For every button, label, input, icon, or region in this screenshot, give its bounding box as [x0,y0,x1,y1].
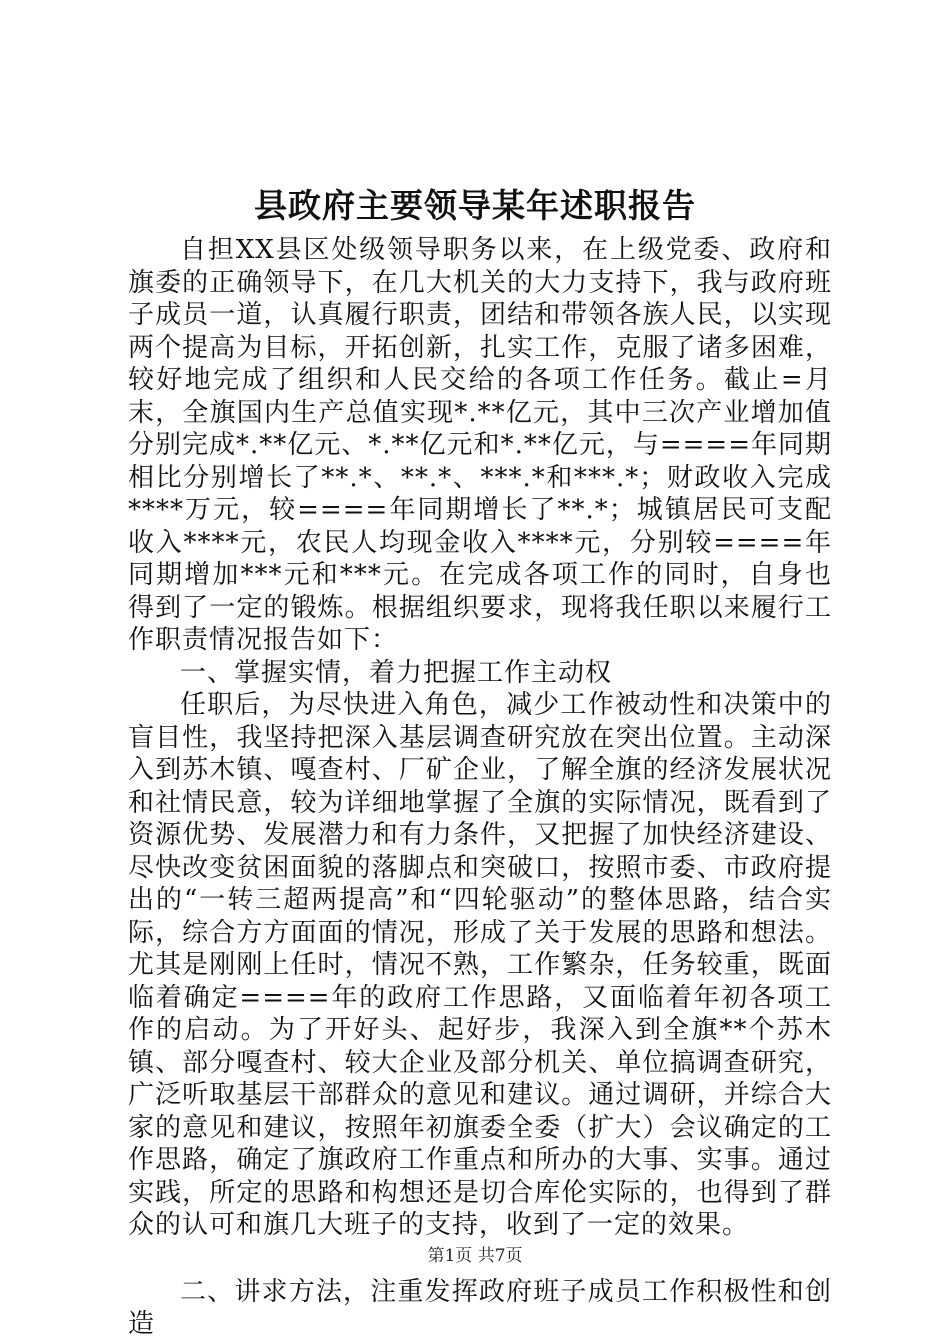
section-heading-2: 二、讲求方法，注重发挥政府班子成员工作积极性和创造 [128,1276,832,1339]
page-number-footer: 第1页 共7页 [427,1246,523,1266]
intro-paragraph: 自担XX县区处级领导职务以来，在上级党委、政府和旗委的正确领导下，在几大机关的大力支持下，我与政府班子成员一道，认真履行职责，团结和带领各族人民，以实现两个提高为目标，开拓创新，扎实工作，克服了诸多困难，较好地完成了组织和人民交给的各项工作任务。截止=月末，全旗国内生产总值实现*.**亿元，其中三次产业增加值分别完成*.**亿元、*.**亿元和*.**亿元，与====年同期相比分别增长了**.*、**.*、***.*和***.*；财政收入完成****万元，较====年同期增长了**.*；城镇居民可支配收入****元，农民人均现金收入****元，分别较====年同期增加***元和***元。在完成各项工作的同时，自身也得到了一定的锻炼。根据组织要求，现将我任职以来履行工作职责情况报告如下： [128,235,832,655]
document-body [128,234,832,1341]
section-1-paragraph: 任职后，为尽快进入角色，减少工作被动性和决策中的盲目性，我坚持把深入基层调查研究放在突出位置。主动深入到苏木镇、嘎查村、厂矿企业，了解全旗的经济发展状况和社情民意，较为详细地掌握了全旗的实际情况，既看到了资源优势、发展潜力和有力条件，又把握了加快经济建设、尽快改变贫困面貌的落脚点和突破口，按照市委、市政府提出的“一转三超两提高”和“四轮驱动”的整体思路，结合实际，综合方方面面的情况，形成了关于发展的思路和想法。尤其是刚刚上任时，情况不熟，工作繁杂，任务较重，既面临着确定====年的政府工作思路，又面临着年初各项工作的启动。为了开好头、起好步，我深入到全旗**个苏木镇、部分嘎查村、较大企业及部分机关、单位搞调查研究，广泛听取基层干部群众的意见和建议。通过调研，并综合大家的意见和建议，按照年初旗委全委（扩大）会议确定的工作思路，确定了旗政府工作重点和所办的大事、实事。通过实践，所定的思路和构想还是切合库伦实际的，也得到了群众的认可和旗几大班子的支持，收到了一定的效果。 [128,690,832,1240]
section-heading-1: 一、掌握实情，着力把握工作主动权 [180,657,613,688]
document-title: 县政府主要领导某年述职报告 [254,186,696,225]
